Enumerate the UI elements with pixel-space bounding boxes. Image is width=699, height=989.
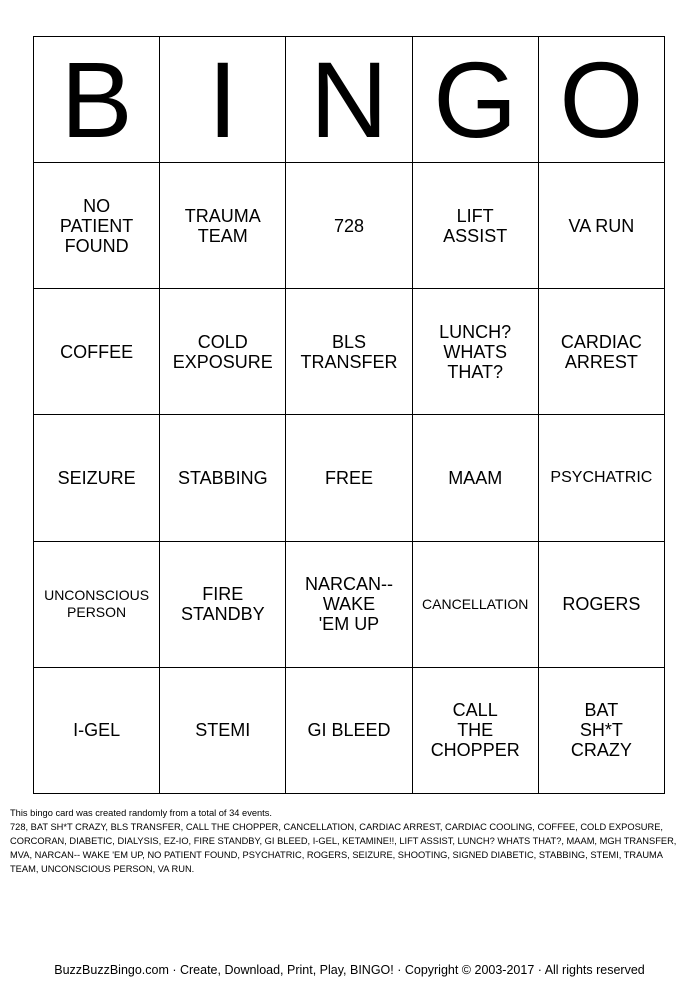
header-b: B: [34, 37, 160, 163]
cell-r4-c2: FIRE STANDBY: [160, 542, 286, 668]
cell-r5-c4: CALL THE CHOPPER: [413, 668, 539, 794]
header-n: N: [286, 37, 412, 163]
header-i: I: [160, 37, 286, 163]
event-footnote: [10, 806, 690, 876]
cell-r5-c2: STEMI: [160, 668, 286, 794]
cell-r2-c3: BLS TRANSFER: [286, 289, 412, 415]
cell-r2-c4: LUNCH? WHATS THAT?: [413, 289, 539, 415]
cell-r2-c1: COFFEE: [34, 289, 160, 415]
cell-r2-c2: COLD EXPOSURE: [160, 289, 286, 415]
cell-r1-c1: NO PATIENT FOUND: [34, 163, 160, 289]
cell-r3-c4: MAAM: [413, 415, 539, 541]
cell-r2-c5: CARDIAC ARREST: [539, 289, 665, 415]
footnote-intro: This bingo card was created randomly from a total of 34 events.: [10, 808, 272, 818]
copyright-footer: BuzzBuzzBingo.com · Create, Download, Print, Play, BINGO! · Copyright © 2003-2017 · All rights reserved: [54, 963, 645, 977]
cell-r5-c1: I-GEL: [34, 668, 160, 794]
cell-r5-c5: BAT SH*T CRAZY: [539, 668, 665, 794]
cell-r1-c2: TRAUMA TEAM: [160, 163, 286, 289]
header-o: O: [539, 37, 665, 163]
cell-r5-c3: GI BLEED: [286, 668, 412, 794]
cell-r1-c3: 728: [286, 163, 412, 289]
cell-r3-c3: FREE: [286, 415, 412, 541]
cell-r1-c5: VA RUN: [539, 163, 665, 289]
bingo-card: [33, 36, 665, 794]
cell-r4-c4: CANCELLATION: [413, 542, 539, 668]
cell-r3-c2: STABBING: [160, 415, 286, 541]
cell-r3-c5: PSYCHATRIC: [539, 415, 665, 541]
header-g: G: [413, 37, 539, 163]
cell-r3-c1: SEIZURE: [34, 415, 160, 541]
cell-r1-c4: LIFT ASSIST: [413, 163, 539, 289]
cell-r4-c5: ROGERS: [539, 542, 665, 668]
footnote-events: 728, BAT SH*T CRAZY, BLS TRANSFER, CALL THE CHOPPER, CANCELLATION, CARDIAC ARREST, CARDIAC COOLING, COFFEE, COLD EXPOSURE, CORCORAN, DIABETIC, DIALYSIS, EZ-IO, FIRE STANDBY, GI BLEED, I-GEL, KETAMINE!!, LIFT ASSIST, LUNCH? WHATS THAT?, MAAM, MGH TRANSFER, MVA, NARCAN-- WAKE 'EM UP, NO PATIENT FOUND, PSYCHATRIC, ROGERS, SEIZURE, SHOOTING, SIGNED DIABETIC, STABBING, STEMI, TRAUMA TEAM, UNCONSCIOUS PERSON, VA RUN.: [10, 822, 677, 874]
cell-r4-c1: UNCONSCIOUS PERSON: [34, 542, 160, 668]
cell-r4-c3: NARCAN-- WAKE 'EM UP: [286, 542, 412, 668]
